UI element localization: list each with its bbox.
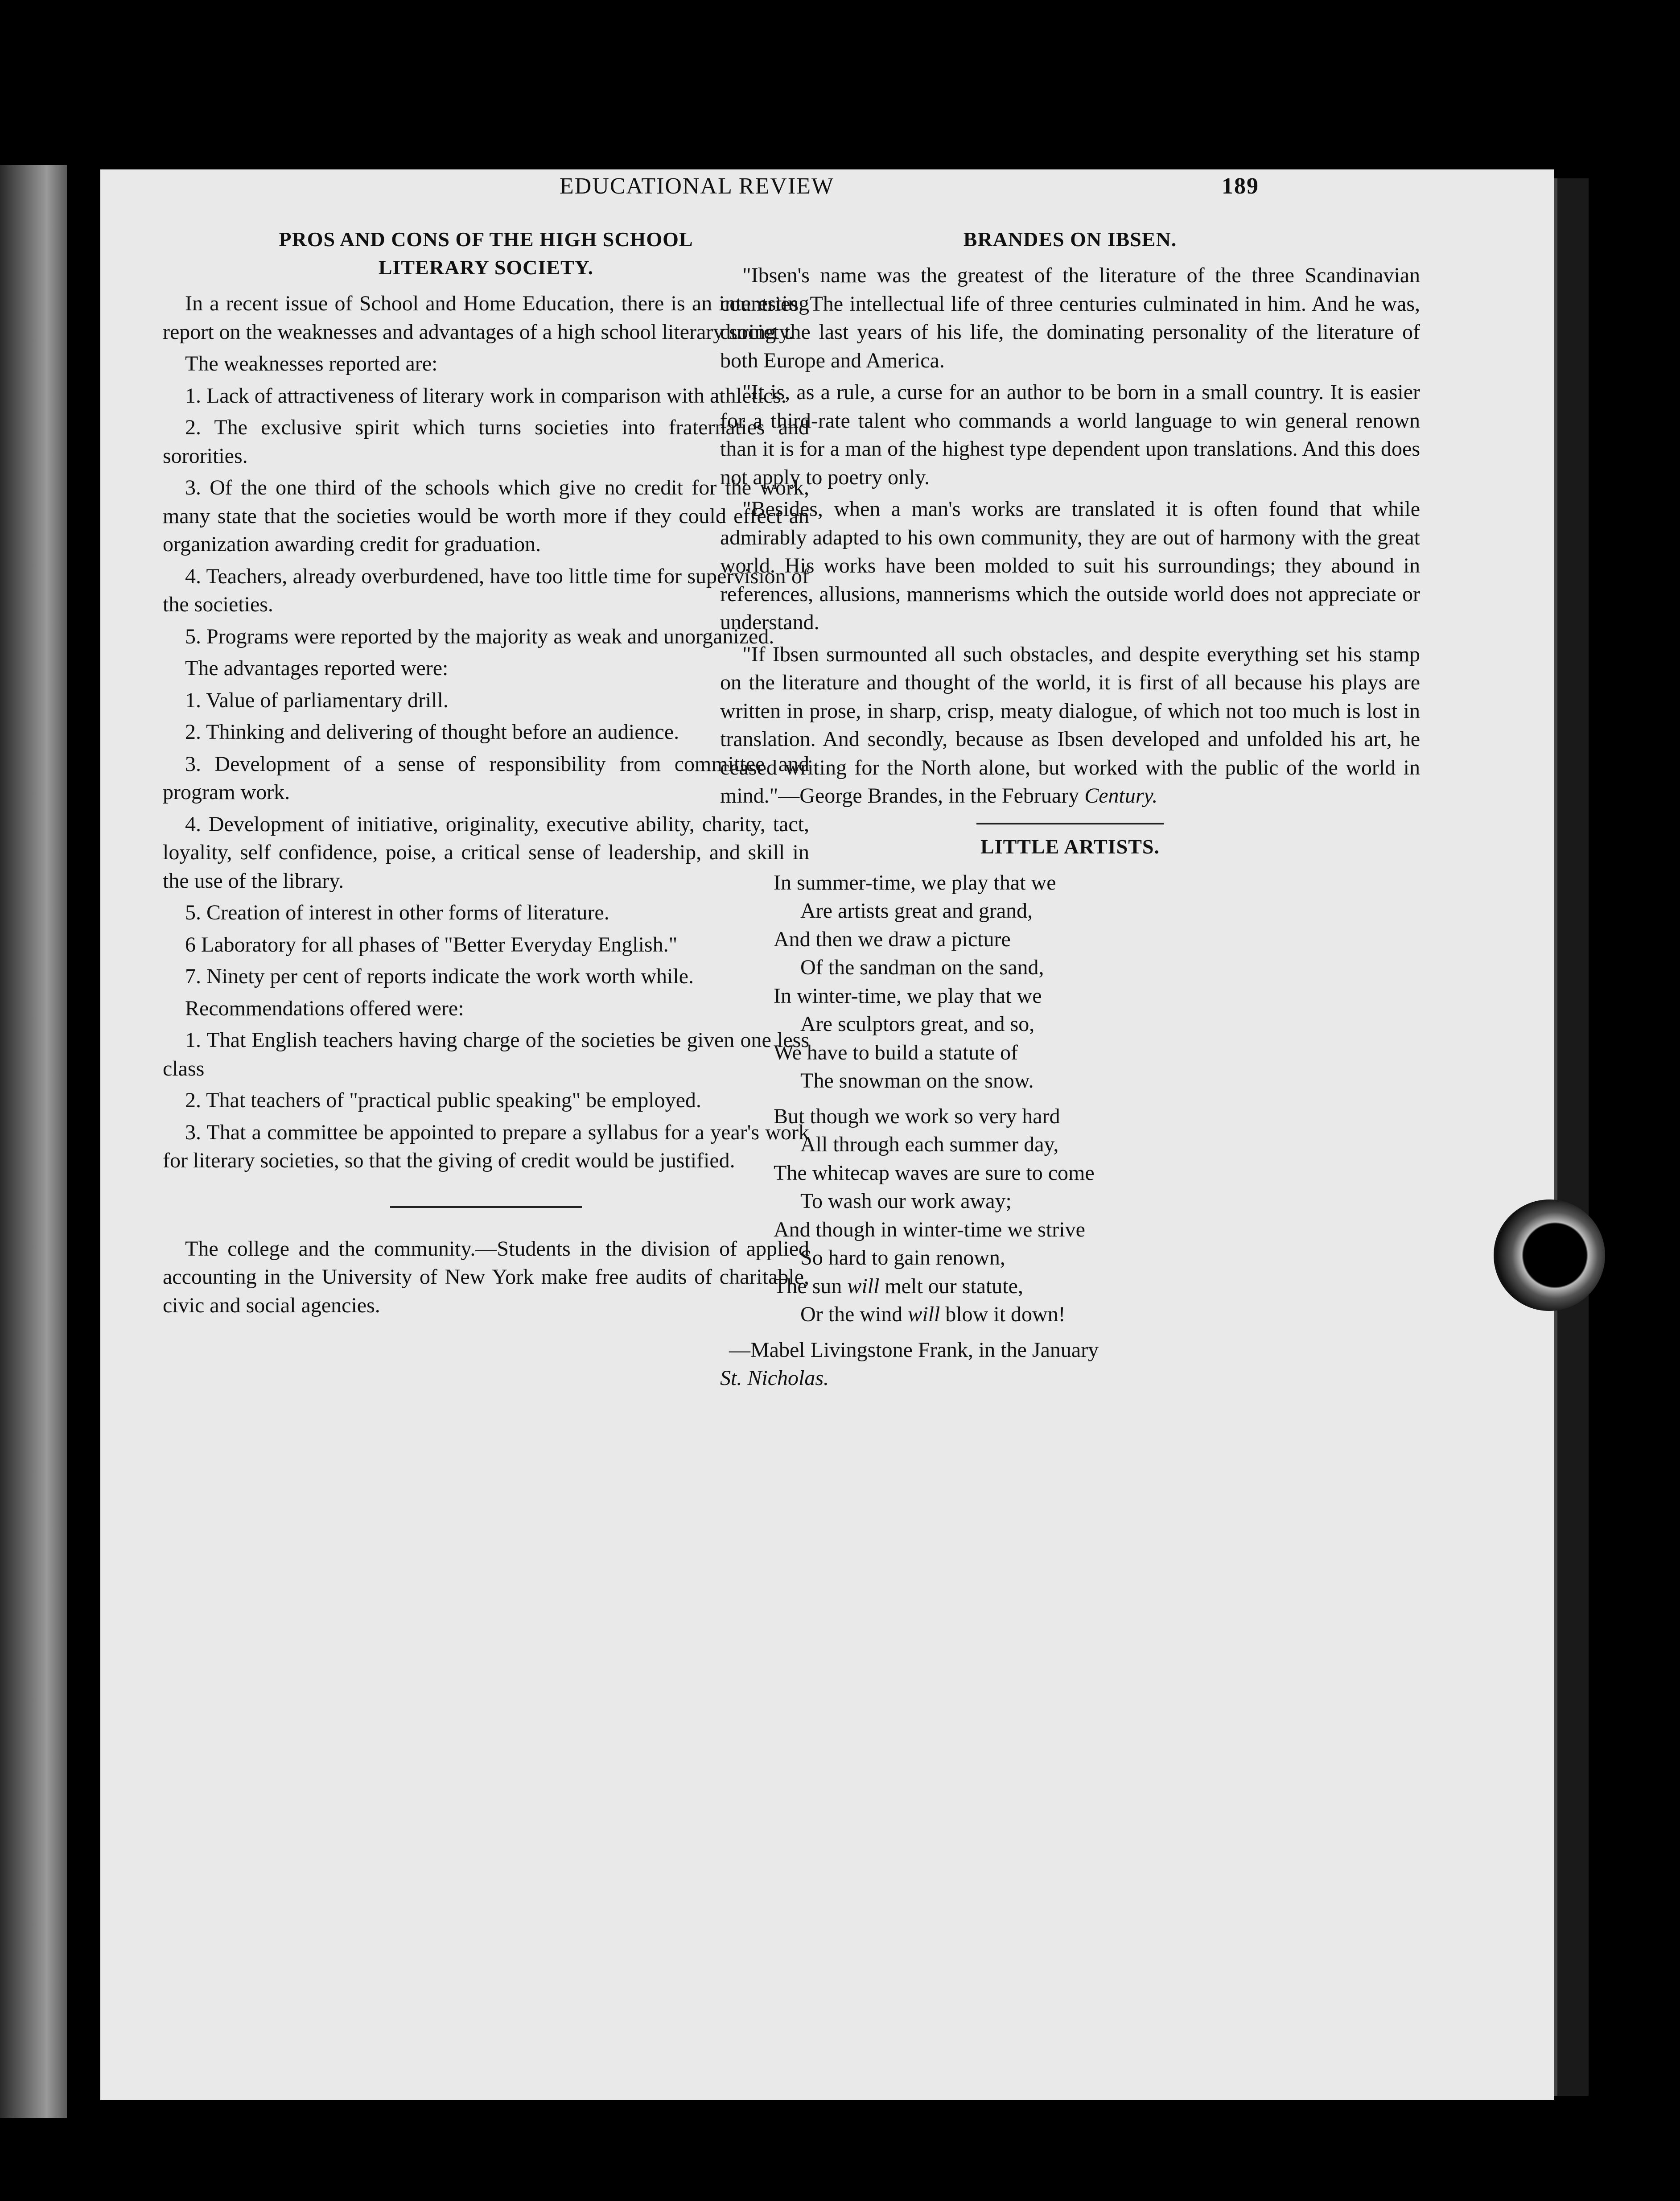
left-column bbox=[163, 225, 809, 1323]
poem-line: And though in winter-time we strive bbox=[774, 1217, 1085, 1241]
century-citation: Century. bbox=[1084, 784, 1158, 808]
poem-line bbox=[774, 1300, 1420, 1329]
poem-text: melt our statute, bbox=[879, 1274, 1023, 1298]
brandes-paragraph-text: "If Ibsen surmounted all such obstacles, and despite everything set his stamp on the literature and thought of the world, it is first of all because his plays are written in prose, in sharp, crisp, meaty dialogue, of which not too much is lost in translation. And secondly, because as Ibsen developed and unfolded his art, he ceased writing for the North alone, but worked with the public of the world in mind."—George Brandes, in the February bbox=[720, 642, 1420, 808]
article-heading-literary-society bbox=[163, 225, 809, 281]
list-item: 1. Lack of attractiveness of literary work in comparison with athletics. bbox=[185, 383, 786, 408]
poem-line: The whitecap waves are sure to come bbox=[774, 1161, 1095, 1185]
list-item: 3. Development of a sense of responsibility from committee and program work. bbox=[163, 752, 809, 804]
poem-line bbox=[774, 1272, 1420, 1301]
poem-line: In winter-time, we play that we bbox=[774, 984, 1042, 1008]
attribution-source: St. Nicholas. bbox=[720, 1366, 829, 1390]
adjacent-page-edge bbox=[0, 165, 67, 2118]
poem-line: Of the sandman on the sand, bbox=[800, 956, 1044, 979]
scanner-edge bbox=[1554, 178, 1589, 2096]
list-item: 2. That teachers of "practical public speaking" be employed. bbox=[185, 1088, 701, 1112]
poem-line: To wash our work away; bbox=[800, 1189, 1012, 1213]
weaknesses-list bbox=[163, 382, 809, 651]
list-item: 3. That a committee be appointed to prepare a syllabus for a year's work for literary societies, so that the giving of credit would be justified. bbox=[163, 1120, 809, 1172]
poem-line: All through each summer day, bbox=[800, 1133, 1059, 1156]
list-item: 5. Creation of interest in other forms of literature. bbox=[185, 901, 609, 924]
list-item: 2. Thinking and delivering of thought before an audience. bbox=[185, 720, 679, 744]
article-heading-brandes: BRANDES ON IBSEN. bbox=[963, 228, 1177, 251]
list-item: 1. That English teachers having charge of the societies be given one less class bbox=[163, 1028, 809, 1080]
advantages-list bbox=[163, 686, 809, 991]
poem-line: Are sculptors great, and so, bbox=[800, 1012, 1035, 1036]
attribution-text: —Mabel Livingstone Frank, in the January bbox=[729, 1338, 1099, 1362]
poem-text: blow it down! bbox=[940, 1302, 1066, 1326]
section-divider bbox=[390, 1206, 582, 1208]
section-divider bbox=[976, 823, 1164, 824]
poem-line: The snowman on the snow. bbox=[800, 1069, 1034, 1092]
poem-line: In summer-time, we play that we bbox=[774, 870, 1056, 894]
list-item: 4. Teachers, already overburdened, have too little time for supervision of the societies. bbox=[163, 564, 809, 616]
poem-line: We have to build a statute of bbox=[774, 1040, 1018, 1064]
list-item: 6 Laboratory for all phases of "Better Everyday English." bbox=[185, 932, 678, 956]
poem-line: Are artists great and grand, bbox=[800, 899, 1033, 923]
journal-title: EDUCATIONAL REVIEW bbox=[560, 173, 835, 199]
poem bbox=[774, 869, 1420, 1329]
brandes-paragraph: "Ibsen's name was the greatest of the literature of the three Scandinavian countries. The intellectual life of three centuries culminated in him. And he was, during the last years of his life, the dominating personality of the literature of both Europe and America. bbox=[720, 264, 1420, 372]
brandes-paragraph: "Besides, when a man's works are translated it is often found that while admirably adapted to his own community, they are out of harmony with the great world. His works have been molded to suit his surroundings; they abound in references, allusions, mannerisms which the outside world does not appreciate or understand. bbox=[720, 497, 1420, 634]
recommendations-list bbox=[163, 1026, 809, 1175]
poem-emphasis: will bbox=[908, 1302, 940, 1326]
poem-stanza bbox=[774, 1102, 1420, 1329]
list-item: 3. Of the one third of the schools which give no credit for the work, many state that the societies would be worth more if they could effect an organization awarding credit for graduation. bbox=[163, 476, 809, 556]
heading-line-1: PROS AND CONS OF THE HIGH SCHOOL bbox=[279, 228, 693, 251]
poem-emphasis: will bbox=[847, 1274, 880, 1298]
heading-line-2: LITERARY SOCIETY. bbox=[378, 256, 594, 279]
college-community-note: The college and the community.—Students in the division of applied accounting in the University of New York make free audits of charitable, civic and social agencies. bbox=[163, 1237, 809, 1317]
list-item: 7. Ninety per cent of reports indicate the work worth while. bbox=[185, 964, 694, 988]
advantages-heading: The advantages reported were: bbox=[185, 656, 449, 680]
list-item: 1. Value of parliamentary drill. bbox=[185, 688, 449, 712]
poem-text: The sun bbox=[774, 1274, 848, 1298]
weaknesses-heading: The weaknesses reported are: bbox=[185, 352, 438, 375]
right-column bbox=[720, 225, 1420, 1396]
list-item: 4. Development of initiative, originality, executive ability, charity, tact, loyality, self confidence, poise, a critical sense of leadership, and skill in the use of the library. bbox=[163, 812, 809, 893]
intro-paragraph: In a recent issue of School and Home Education, there is an interesting report on the weaknesses and advantages of a high school literary society. bbox=[163, 292, 809, 344]
poem-attribution bbox=[720, 1336, 1420, 1393]
list-item: 5. Programs were reported by the majority as weak and unorganized. bbox=[185, 624, 774, 648]
poem-line: But though we work so very hard bbox=[774, 1104, 1060, 1128]
poem-line: So hard to gain renown, bbox=[800, 1246, 1005, 1269]
page-number: 189 bbox=[1222, 173, 1259, 199]
brandes-paragraph bbox=[720, 640, 1420, 810]
binder-clip bbox=[1494, 1199, 1605, 1311]
list-item: 2. The exclusive spirit which turns societies into fraternaties and sororities. bbox=[163, 416, 809, 468]
poem-stanza bbox=[774, 869, 1420, 1095]
poem-title: LITTLE ARTISTS. bbox=[980, 835, 1160, 858]
poem-text: Or the wind bbox=[800, 1302, 908, 1326]
brandes-paragraph: "It is, as a rule, a curse for an author to be born in a small country. It is easier for a third-rate talent who commands a world language to win general renown than it is for a man of the highest type dependent upon translations. And this does not apply to poetry only. bbox=[720, 380, 1420, 489]
poem-line: And then we draw a picture bbox=[774, 927, 1011, 951]
recommendations-heading: Recommendations offered were: bbox=[185, 996, 464, 1020]
